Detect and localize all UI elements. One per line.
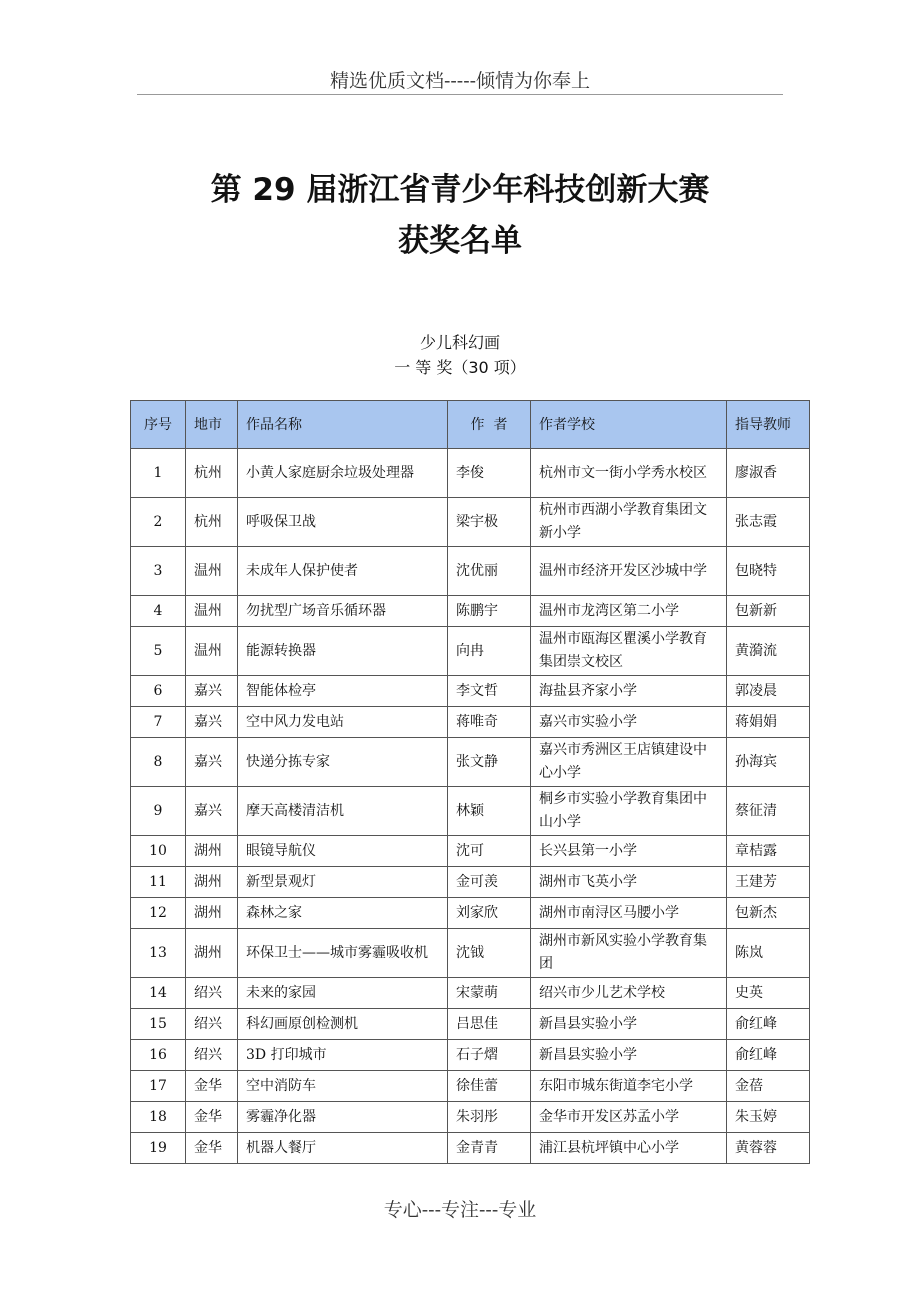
cell-index: 9: [131, 787, 186, 836]
table-row: [131, 1133, 810, 1164]
cell-index: 10: [131, 836, 186, 867]
table-row: [131, 627, 810, 676]
cell-city: 金华: [186, 1133, 238, 1164]
cell-teacher: 张志霞: [727, 498, 810, 547]
cell-school: 温州市瓯海区瞿溪小学教育集团崇文校区: [531, 627, 727, 676]
column-header-author: 作 者: [448, 401, 531, 449]
cell-work: 勿扰型广场音乐循环器: [238, 596, 448, 627]
cell-city: 湖州: [186, 836, 238, 867]
cell-teacher: 朱玉婷: [727, 1102, 810, 1133]
cell-school: 桐乡市实验小学教育集团中山小学: [531, 787, 727, 836]
cell-work: 能源转换器: [238, 627, 448, 676]
table-row: [131, 1040, 810, 1071]
cell-work: 新型景观灯: [238, 867, 448, 898]
cell-work: 森林之家: [238, 898, 448, 929]
cell-school: 金华市开发区苏孟小学: [531, 1102, 727, 1133]
document-subtitle: 获奖名单: [398, 223, 522, 259]
cell-school: 杭州市西湖小学教育集团文新小学: [531, 498, 727, 547]
cell-school: 杭州市文一街小学秀水校区: [531, 449, 727, 498]
cell-author: 梁宇极: [448, 498, 531, 547]
cell-index: 19: [131, 1133, 186, 1164]
document-title: 第 29 届浙江省青少年科技创新大赛: [210, 172, 710, 208]
cell-teacher: 包新杰: [727, 898, 810, 929]
cell-work: 未成年人保护使者: [238, 547, 448, 596]
table-row: [131, 929, 810, 978]
cell-city: 绍兴: [186, 1040, 238, 1071]
cell-index: 4: [131, 596, 186, 627]
cell-index: 2: [131, 498, 186, 547]
table-row: [131, 836, 810, 867]
cell-author: 李文哲: [448, 676, 531, 707]
cell-work: 环保卫士——城市雾霾吸收机: [238, 929, 448, 978]
cell-author: 沈优丽: [448, 547, 531, 596]
cell-work: 未来的家园: [238, 978, 448, 1009]
page-footer: 专心---专注---专业: [383, 1199, 537, 1221]
cell-index: 17: [131, 1071, 186, 1102]
cell-teacher: 史英: [727, 978, 810, 1009]
table-row: [131, 898, 810, 929]
cell-author: 金青青: [448, 1133, 531, 1164]
cell-school: 东阳市城东街道李宅小学: [531, 1071, 727, 1102]
column-header-work: 作品名称: [238, 401, 448, 449]
cell-work: 机器人餐厅: [238, 1133, 448, 1164]
cell-author: 刘家欣: [448, 898, 531, 929]
cell-teacher: 章桔露: [727, 836, 810, 867]
cell-teacher: 黄漪流: [727, 627, 810, 676]
cell-teacher: 郭凌晨: [727, 676, 810, 707]
running-header: 精选优质文档-----倾情为你奉上: [329, 70, 591, 92]
cell-author: 李俊: [448, 449, 531, 498]
cell-teacher: 包晓特: [727, 547, 810, 596]
cell-city: 温州: [186, 627, 238, 676]
cell-school: 温州市龙湾区第二小学: [531, 596, 727, 627]
cell-teacher: 俞红峰: [727, 1009, 810, 1040]
cell-school: 绍兴市少儿艺术学校: [531, 978, 727, 1009]
cell-teacher: 黄蓉蓉: [727, 1133, 810, 1164]
cell-author: 吕思佳: [448, 1009, 531, 1040]
cell-school: 新昌县实验小学: [531, 1040, 727, 1071]
cell-city: 嘉兴: [186, 787, 238, 836]
cell-teacher: 蒋娟娟: [727, 707, 810, 738]
cell-work: 小黄人家庭厨余垃圾处理器: [238, 449, 448, 498]
cell-teacher: 陈岚: [727, 929, 810, 978]
cell-index: 1: [131, 449, 186, 498]
section-title: 少儿科幻画: [419, 333, 500, 352]
table-row: [131, 547, 810, 596]
cell-author: 向冉: [448, 627, 531, 676]
cell-school: 湖州市飞英小学: [531, 867, 727, 898]
cell-work: 科幻画原创检测机: [238, 1009, 448, 1040]
column-header-teacher: 指导教师: [727, 401, 810, 449]
table-row: [131, 738, 810, 787]
cell-author: 林颖: [448, 787, 531, 836]
table-row: [131, 1071, 810, 1102]
cell-index: 15: [131, 1009, 186, 1040]
column-header-school: 作者学校: [531, 401, 727, 449]
award-level: 一 等 奖（30 项）: [394, 358, 526, 377]
cell-teacher: 孙海宾: [727, 738, 810, 787]
cell-city: 湖州: [186, 898, 238, 929]
cell-index: 11: [131, 867, 186, 898]
cell-author: 蒋唯奇: [448, 707, 531, 738]
cell-author: 张文静: [448, 738, 531, 787]
cell-city: 嘉兴: [186, 738, 238, 787]
table-row: [131, 787, 810, 836]
cell-school: 嘉兴市秀洲区王店镇建设中心小学: [531, 738, 727, 787]
cell-work: 雾霾净化器: [238, 1102, 448, 1133]
cell-school: 湖州市南浔区马腰小学: [531, 898, 727, 929]
table-header-row: [131, 401, 810, 449]
cell-author: 石子熠: [448, 1040, 531, 1071]
table-row: [131, 1102, 810, 1133]
cell-index: 7: [131, 707, 186, 738]
cell-city: 绍兴: [186, 1009, 238, 1040]
cell-city: 嘉兴: [186, 707, 238, 738]
cell-teacher: 俞红峰: [727, 1040, 810, 1071]
cell-work: 智能体检亭: [238, 676, 448, 707]
header-divider: [137, 94, 783, 95]
cell-work: 摩天高楼清洁机: [238, 787, 448, 836]
cell-index: 12: [131, 898, 186, 929]
cell-work: 呼吸保卫战: [238, 498, 448, 547]
cell-work: 空中风力发电站: [238, 707, 448, 738]
cell-city: 金华: [186, 1102, 238, 1133]
cell-work: 眼镜导航仪: [238, 836, 448, 867]
cell-index: 18: [131, 1102, 186, 1133]
cell-author: 金可羡: [448, 867, 531, 898]
cell-school: 新昌县实验小学: [531, 1009, 727, 1040]
cell-school: 温州市经济开发区沙城中学: [531, 547, 727, 596]
table-row: [131, 498, 810, 547]
column-header-index: 序号: [131, 401, 186, 449]
cell-teacher: 金蓓: [727, 1071, 810, 1102]
cell-teacher: 包新新: [727, 596, 810, 627]
cell-index: 13: [131, 929, 186, 978]
cell-index: 5: [131, 627, 186, 676]
cell-work: 快递分拣专家: [238, 738, 448, 787]
cell-school: 海盐县齐家小学: [531, 676, 727, 707]
cell-school: 嘉兴市实验小学: [531, 707, 727, 738]
table-row: [131, 978, 810, 1009]
cell-author: 朱羽彤: [448, 1102, 531, 1133]
table-row: [131, 1009, 810, 1040]
cell-city: 嘉兴: [186, 676, 238, 707]
cell-school: 湖州市新风实验小学教育集团: [531, 929, 727, 978]
cell-city: 金华: [186, 1071, 238, 1102]
table-row: [131, 676, 810, 707]
cell-index: 8: [131, 738, 186, 787]
cell-city: 杭州: [186, 449, 238, 498]
cell-city: 温州: [186, 547, 238, 596]
cell-author: 沈钺: [448, 929, 531, 978]
cell-city: 绍兴: [186, 978, 238, 1009]
cell-school: 浦江县杭坪镇中心小学: [531, 1133, 727, 1164]
cell-work: 空中消防车: [238, 1071, 448, 1102]
cell-city: 湖州: [186, 929, 238, 978]
cell-city: 湖州: [186, 867, 238, 898]
cell-city: 杭州: [186, 498, 238, 547]
table-row: [131, 707, 810, 738]
cell-work: 3D 打印城市: [238, 1040, 448, 1071]
awards-table: [130, 400, 810, 1164]
table-row: [131, 596, 810, 627]
cell-teacher: 廖淑香: [727, 449, 810, 498]
cell-author: 沈可: [448, 836, 531, 867]
cell-city: 温州: [186, 596, 238, 627]
cell-index: 16: [131, 1040, 186, 1071]
column-header-city: 地市: [186, 401, 238, 449]
cell-teacher: 蔡征清: [727, 787, 810, 836]
table-row: [131, 867, 810, 898]
cell-author: 徐佳蕾: [448, 1071, 531, 1102]
cell-author: 宋蒙萌: [448, 978, 531, 1009]
cell-teacher: 王建芳: [727, 867, 810, 898]
table-row: [131, 449, 810, 498]
table-body: [131, 449, 810, 1164]
cell-school: 长兴县第一小学: [531, 836, 727, 867]
cell-index: 6: [131, 676, 186, 707]
cell-index: 3: [131, 547, 186, 596]
cell-index: 14: [131, 978, 186, 1009]
cell-author: 陈鹏宇: [448, 596, 531, 627]
